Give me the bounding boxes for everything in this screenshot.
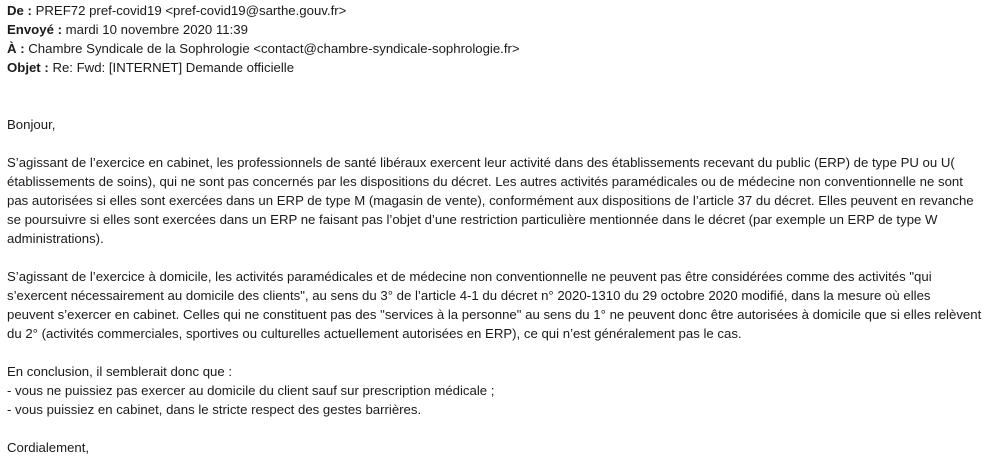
closing-text: Cordialement,: [7, 440, 90, 455]
conclusion-item: - vous puissiez en cabinet, dans le stricte respect des gestes barrières.: [7, 402, 422, 417]
greeting-text: Bonjour,: [7, 117, 56, 132]
paragraph-conclusion: [7, 362, 997, 419]
conclusion-intro: En conclusion, il semblerait donc que :: [7, 364, 233, 379]
to-label: À :: [7, 41, 25, 56]
spacer: [7, 248, 997, 267]
to-value: Chambre Syndicale de la Sophrologie <contact@chambre-syndicale-sophrologie.fr>: [28, 41, 520, 56]
header-spacer: [7, 77, 997, 115]
closing: [7, 438, 997, 457]
sent-line: [7, 20, 997, 39]
paragraph-line: pas autorisées si elles sont exercées dans un ERP de type M (magasin de vente), conformément aux dispositions de l’article 37 du décret. Elles peuvent en revanche: [7, 193, 974, 208]
paragraph-line: S’agissant de l’exercice en cabinet, les professionnels de santé libéraux exercent leur activité dans des établissements recevant du public (ERP) de type PU ou U(: [7, 155, 955, 170]
from-label: De :: [7, 3, 32, 18]
spacer: [7, 343, 997, 362]
from-line: [7, 1, 997, 20]
paragraph-domicile: [7, 267, 997, 343]
conclusion-item: - vous ne puissiez pas exercer au domicile du client sauf sur prescription médicale ;: [7, 383, 495, 398]
subject-value: Re: Fwd: [INTERNET] Demande officielle: [52, 60, 295, 75]
sent-value: mardi 10 novembre 2020 11:39: [65, 22, 248, 37]
paragraph-line: administrations).: [7, 231, 104, 246]
sent-label: Envoyé :: [7, 22, 62, 37]
paragraph-line: peuvent s’exercer en cabinet. Celles qui ne constituent pas des "services à la personne" au sens du 1° ne peuvent donc être autorisées à domicile que si elles relèvent: [7, 307, 982, 322]
subject-label: Objet :: [7, 60, 49, 75]
paragraph-line: du 2° (activités commerciales, sportives ou culturelles actuellement autorisées en ERP), ce qui n’est généralement pas le cas.: [7, 326, 742, 341]
to-line: [7, 39, 997, 58]
greeting: [7, 115, 997, 134]
paragraph-cabinet: [7, 153, 997, 248]
spacer: [7, 134, 997, 153]
subject-line: [7, 58, 997, 77]
paragraph-line: s’exercent nécessairement au domicile des clients", au sens du 3° de l’article 4-1 du décret n° 2020-1310 du 29 octobre 2020 modifié, dans la mesure où elles: [7, 288, 931, 303]
paragraph-line: se poursuivre si elles sont exercées dans un ERP ne faisant pas l’objet d’une restriction particulière mentionnée dans le décret (par exemple un ERP de type W: [7, 212, 938, 227]
paragraph-line: S’agissant de l’exercice à domicile, les activités paramédicales et de médecine non conventionnelle ne peuvent pas être considérées comme des activités "qui: [7, 269, 932, 284]
paragraph-line: établissements de soins), qui ne sont pas concernés par les dispositions du décret. Les autres activités paramédicales ou de médecine non conventionnelle ne sont: [7, 174, 963, 189]
from-value: PREF72 pref-covid19 <pref-covid19@sarthe.gouv.fr>: [35, 3, 347, 18]
spacer: [7, 419, 997, 438]
email-body: [7, 115, 997, 457]
email-header: [7, 1, 997, 77]
